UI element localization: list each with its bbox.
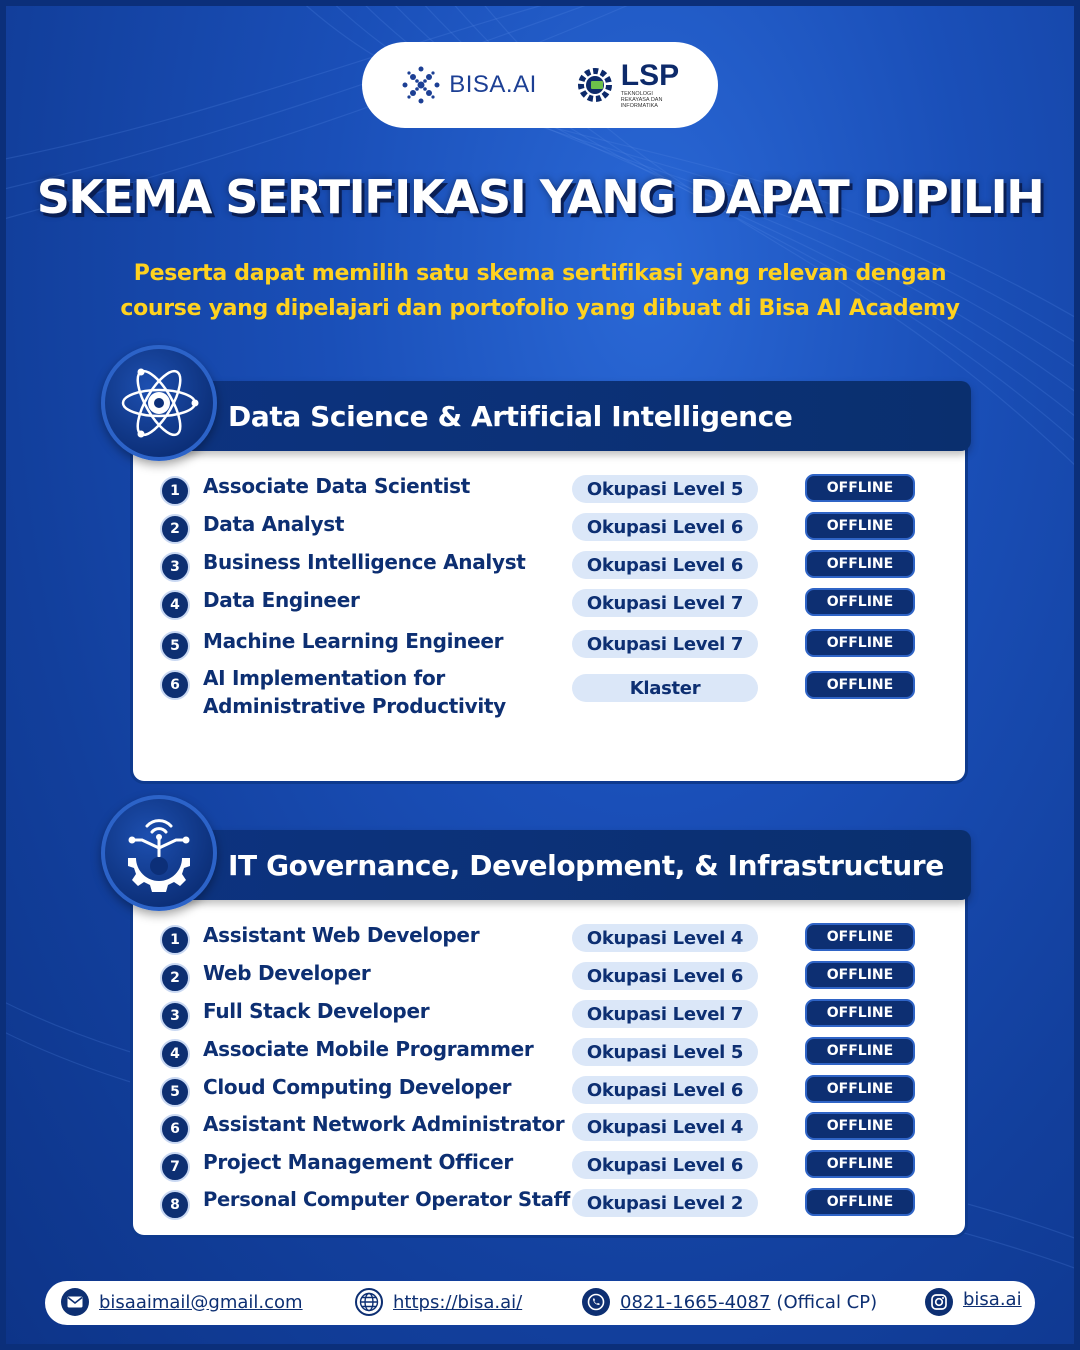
item-number: 3 (160, 552, 190, 582)
level-badge: Okupasi Level 5 (572, 1038, 758, 1066)
scheme-name: Data Engineer (203, 588, 360, 612)
website-contact[interactable] (355, 1288, 522, 1316)
whatsapp-icon (582, 1288, 610, 1316)
phone-number[interactable]: 0821-1665-4087 (620, 1291, 771, 1313)
mode-badge: OFFLINE (805, 588, 915, 616)
bisa-ai-wordmark: BISA.AI (449, 71, 537, 98)
level-badge: Okupasi Level 6 (572, 513, 758, 541)
scheme-name: Assistant Web Developer (203, 923, 480, 947)
globe-icon (355, 1288, 383, 1316)
lsp-gear-icon (575, 65, 615, 105)
mode-badge: OFFLINE (805, 1075, 915, 1103)
scheme-name-line-2: Administrative Productivity (203, 694, 506, 718)
logo-bar (362, 42, 718, 128)
level-badge: Okupasi Level 7 (572, 630, 758, 658)
list-item (160, 586, 920, 622)
level-badge: Okupasi Level 4 (572, 924, 758, 952)
mode-badge: OFFLINE (805, 1037, 915, 1065)
scheme-name: Personal Computer Operator Staff (203, 1188, 571, 1211)
list-item (160, 664, 920, 724)
lsp-logo (575, 58, 681, 110)
section-header-it-governance (138, 830, 971, 900)
list-item (160, 627, 920, 663)
mode-badge: OFFLINE (805, 923, 915, 951)
bisa-ai-mark-icon (399, 63, 443, 107)
scheme-name: Business Intelligence Analyst (203, 550, 526, 574)
instagram-link[interactable]: bisa.ai (963, 1288, 1022, 1310)
list-item (160, 959, 920, 995)
list-item (160, 921, 920, 957)
scheme-name (203, 664, 573, 720)
section-title: IT Governance, Development, & Infrastructure (228, 848, 944, 882)
scheme-name: Associate Data Scientist (203, 474, 471, 498)
scheme-name: Assistant Network Administrator (203, 1112, 565, 1136)
level-badge: Okupasi Level 4 (572, 1113, 758, 1141)
phone-contact[interactable] (582, 1288, 877, 1316)
level-badge: Okupasi Level 7 (572, 589, 758, 617)
mode-badge: OFFLINE (805, 512, 915, 540)
scheme-name: Full Stack Developer (203, 999, 430, 1023)
list-item (160, 1186, 920, 1222)
item-number: 2 (160, 963, 190, 993)
mode-badge: OFFLINE (805, 999, 915, 1027)
list-item (160, 472, 920, 508)
contact-footer (45, 1281, 1035, 1325)
mail-icon (61, 1288, 89, 1316)
subtitle-line-1: Peserta dapat memilih satu skema sertifikasi yang relevan dengan (133, 261, 947, 286)
level-badge: Okupasi Level 7 (572, 1000, 758, 1028)
item-number: 1 (160, 925, 190, 955)
mode-badge: OFFLINE (805, 550, 915, 578)
item-number: 3 (160, 1001, 190, 1031)
mode-badge: OFFLINE (805, 1188, 915, 1216)
mode-badge: OFFLINE (805, 1112, 915, 1140)
level-badge: Okupasi Level 6 (572, 1076, 758, 1104)
level-badge: Okupasi Level 6 (572, 962, 758, 990)
scheme-name: Project Management Officer (203, 1150, 513, 1174)
scheme-name: Data Analyst (203, 512, 345, 536)
item-number: 1 (160, 476, 190, 506)
list-item (160, 1073, 920, 1109)
gear-network-icon (101, 795, 217, 911)
phone-note: (Offical CP) (776, 1291, 878, 1313)
mode-badge: OFFLINE (805, 1150, 915, 1178)
email-contact[interactable] (61, 1288, 303, 1316)
item-number: 8 (160, 1190, 190, 1220)
section-header-data-science (138, 381, 971, 451)
item-number: 5 (160, 631, 190, 661)
level-badge: Okupasi Level 5 (572, 475, 758, 503)
mode-badge: OFFLINE (805, 629, 915, 657)
mode-badge: OFFLINE (805, 474, 915, 502)
list-item (160, 997, 920, 1033)
item-number: 4 (160, 1039, 190, 1069)
instagram-icon (925, 1288, 953, 1316)
scheme-name: Web Developer (203, 961, 371, 985)
list-item (160, 1148, 920, 1184)
lsp-wordmark: LSP (620, 58, 680, 92)
list-item (160, 1035, 920, 1071)
subtitle-line-2: course yang dipelajari dan portofolio yang dibuat di Bisa AI Academy (120, 296, 960, 321)
scheme-name-line-1: AI Implementation for (203, 666, 445, 690)
list-item (160, 548, 920, 584)
level-badge: Okupasi Level 2 (572, 1189, 758, 1217)
instagram-contact[interactable] (925, 1288, 1022, 1316)
mode-badge: OFFLINE (805, 671, 915, 699)
lsp-subtitle: TEKNOLOGI REKAYASA DAN INFORMATIKA (620, 90, 663, 110)
section-title: Data Science & Artificial Intelligence (228, 399, 793, 433)
page-subtitle (60, 256, 1020, 326)
list-item (160, 510, 920, 546)
level-badge: Okupasi Level 6 (572, 1151, 758, 1179)
item-number: 4 (160, 590, 190, 620)
scheme-name: Cloud Computing Developer (203, 1075, 512, 1099)
level-badge: Klaster (572, 674, 758, 702)
item-number: 2 (160, 514, 190, 544)
item-number: 7 (160, 1152, 190, 1182)
page-title: SKEMA SERTIFIKASI YANG DAPAT DIPILIH (36, 170, 1044, 224)
item-number: 6 (160, 1114, 190, 1144)
mode-badge: OFFLINE (805, 961, 915, 989)
atom-gear-icon (101, 345, 217, 461)
email-link[interactable]: bisaaimail@gmail.com (99, 1291, 303, 1313)
level-badge: Okupasi Level 6 (572, 551, 758, 579)
scheme-name: Machine Learning Engineer (203, 629, 504, 653)
website-link[interactable]: https://bisa.ai/ (393, 1291, 523, 1313)
list-item (160, 1110, 920, 1146)
item-number: 5 (160, 1077, 190, 1107)
scheme-name: Associate Mobile Programmer (203, 1037, 534, 1061)
item-number: 6 (160, 670, 190, 700)
bisa-ai-logo (399, 63, 537, 107)
